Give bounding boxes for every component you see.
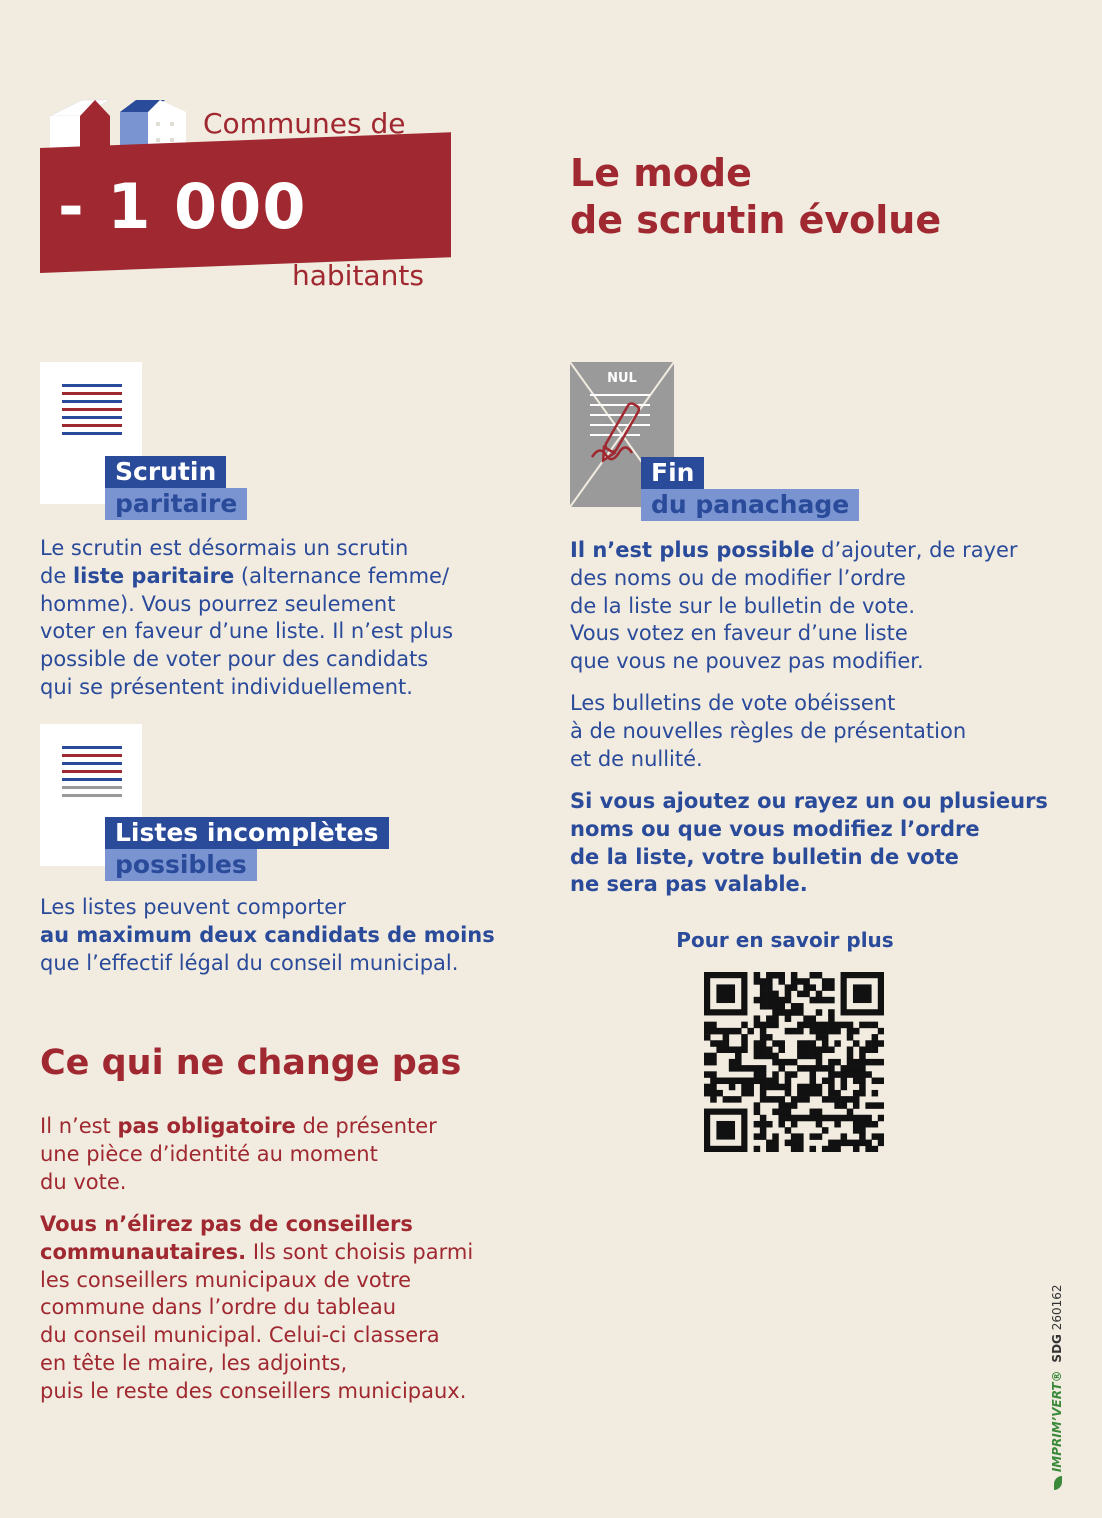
page-title: Le mode de scrutin évolue	[570, 151, 942, 242]
population-threshold: - 1 000	[58, 170, 307, 243]
panachage-paragraph-1: Il n’est plus possible d’ajouter, de rayer des noms ou de modifier l’ordre de la liste sur le bulletin de vote. Vous votez en faveur d’une liste que vous ne pouvez pas modifier.	[570, 538, 1018, 674]
panachage-paragraph-3: Si vous ajoutez ou rayez un ou plusieurs noms ou que vous modifiez l’ordre de la liste, votre bulletin de vote ne sera pas valable.	[570, 789, 1048, 897]
tag-listes-incompletes: Listes incomplètes	[105, 817, 389, 849]
svg-text:NUL: NUL	[607, 371, 637, 386]
tag-fin: Fin	[641, 457, 704, 489]
communes-label: Communes de	[203, 107, 406, 140]
tag-scrutin: Scrutin	[105, 456, 226, 488]
more-info-label: Pour en savoir plus	[676, 928, 894, 952]
listes-paragraph: Les listes peuvent comporter au maximum deux candidats de moins que l’effectif légal du conseil municipal.	[40, 895, 495, 975]
leaf-icon	[1054, 1476, 1062, 1490]
tag-possibles: possibles	[105, 849, 257, 881]
printer-credit: IMPRIM’VERT® SDG 260162	[1050, 1284, 1064, 1490]
section-title-inchange: Ce qui ne change pas	[40, 1043, 462, 1083]
qr-code[interactable]	[704, 972, 884, 1152]
scrutin-paragraph: Le scrutin est désormais un scrutin de liste paritaire (alternance femme/ homme). Vous pourrez seulement voter en faveur d’une liste. Il n’est plus possible de voter pour des candidats qui se présentent individuellement.	[40, 536, 454, 699]
tag-paritaire: paritaire	[105, 488, 247, 520]
panachage-paragraph-2: Les bulletins de vote obéissent à de nouvelles règles de présentation et de nullité.	[570, 691, 967, 771]
tag-panachage: du panachage	[641, 489, 859, 521]
inchange-paragraph-1: Il n’est pas obligatoire de présenter une pièce d’identité au moment du vote.	[40, 1114, 437, 1194]
habitants-label: habitants	[292, 259, 424, 292]
inchange-paragraph-2: Vous n’élirez pas de conseillers communautaires. Ils sont choisis parmi les conseillers municipaux de votre commune dans l’ordre du tableau du conseil municipal. Celui-ci classera en tête le maire, les adjoints, puis le reste des conseillers municipaux.	[40, 1212, 474, 1403]
